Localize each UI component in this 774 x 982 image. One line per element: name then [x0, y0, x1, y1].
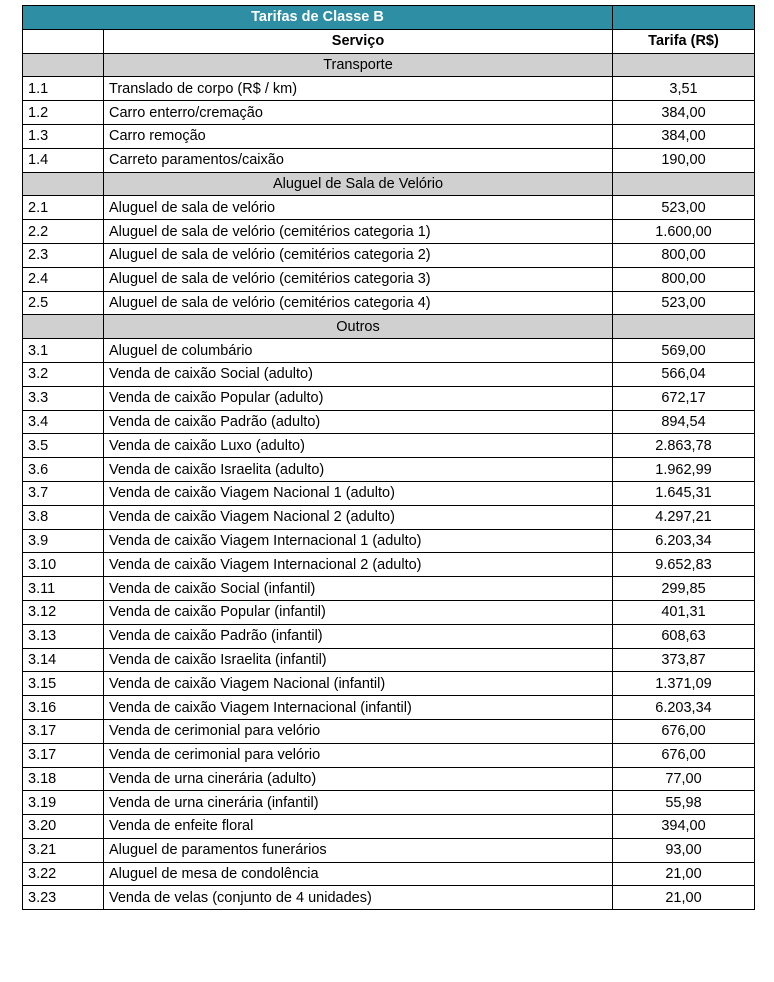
service-name: Venda de caixão Viagem Nacional 1 (adulto) — [104, 481, 613, 505]
tariff-value: 523,00 — [613, 196, 755, 220]
item-code: 2.2 — [23, 220, 104, 244]
tariff-value: 21,00 — [613, 862, 755, 886]
header-tariff: Tarifa (R$) — [613, 29, 755, 53]
service-name: Carro enterro/cremação — [104, 101, 613, 125]
service-name: Aluguel de sala de velório — [104, 196, 613, 220]
item-code: 3.14 — [23, 648, 104, 672]
item-code: 3.5 — [23, 434, 104, 458]
tariff-value: 384,00 — [613, 124, 755, 148]
table-row — [23, 362, 755, 386]
item-code: 2.3 — [23, 243, 104, 267]
service-name: Venda de caixão Israelita (adulto) — [104, 458, 613, 482]
service-name: Translado de corpo (R$ / km) — [104, 77, 613, 101]
section-title: Aluguel de Sala de Velório — [104, 172, 613, 196]
table-row — [23, 101, 755, 125]
service-name: Venda de caixão Luxo (adulto) — [104, 434, 613, 458]
tariff-value: 800,00 — [613, 243, 755, 267]
tariff-value: 676,00 — [613, 743, 755, 767]
table-row — [23, 410, 755, 434]
tariff-value: 894,54 — [613, 410, 755, 434]
item-code: 3.7 — [23, 481, 104, 505]
service-name: Aluguel de sala de velório (cemitérios categoria 2) — [104, 243, 613, 267]
table-row — [23, 815, 755, 839]
tariff-value: 9.652,83 — [613, 553, 755, 577]
item-code: 3.9 — [23, 529, 104, 553]
tariff-value: 401,31 — [613, 600, 755, 624]
table-row — [23, 220, 755, 244]
tariff-value: 55,98 — [613, 791, 755, 815]
tariff-value: 676,00 — [613, 719, 755, 743]
table-row — [23, 624, 755, 648]
item-code: 3.23 — [23, 886, 104, 910]
table-row — [23, 124, 755, 148]
tariff-table — [22, 5, 755, 910]
table-row — [23, 243, 755, 267]
tariff-value: 608,63 — [613, 624, 755, 648]
service-name: Aluguel de sala de velório (cemitérios categoria 4) — [104, 291, 613, 315]
item-code: 1.3 — [23, 124, 104, 148]
header-service: Serviço — [104, 29, 613, 53]
table-row — [23, 862, 755, 886]
tariff-value: 4.297,21 — [613, 505, 755, 529]
table-row — [23, 648, 755, 672]
tariff-value: 21,00 — [613, 886, 755, 910]
service-name: Aluguel de sala de velório (cemitérios categoria 1) — [104, 220, 613, 244]
table-row — [23, 481, 755, 505]
service-name: Carreto paramentos/caixão — [104, 148, 613, 172]
tariff-value: 373,87 — [613, 648, 755, 672]
table-row — [23, 672, 755, 696]
service-name: Venda de caixão Viagem Internacional (infantil) — [104, 696, 613, 720]
section-tail-cell — [613, 53, 755, 77]
table-row — [23, 696, 755, 720]
item-code: 3.10 — [23, 553, 104, 577]
table-row — [23, 148, 755, 172]
item-code: 3.17 — [23, 743, 104, 767]
tariff-value: 6.203,34 — [613, 696, 755, 720]
service-name: Aluguel de paramentos funerários — [104, 838, 613, 862]
table-row — [23, 339, 755, 363]
table-row — [23, 743, 755, 767]
service-name: Venda de urna cinerária (adulto) — [104, 767, 613, 791]
item-code: 3.20 — [23, 815, 104, 839]
tariff-value: 394,00 — [613, 815, 755, 839]
service-name: Venda de cerimonial para velório — [104, 743, 613, 767]
tariff-value: 77,00 — [613, 767, 755, 791]
table-row — [23, 77, 755, 101]
table-row — [23, 553, 755, 577]
service-name: Venda de caixão Social (infantil) — [104, 577, 613, 601]
tariff-value: 6.203,34 — [613, 529, 755, 553]
item-code: 3.19 — [23, 791, 104, 815]
table-title: Tarifas de Classe B — [23, 6, 613, 30]
service-name: Venda de caixão Israelita (infantil) — [104, 648, 613, 672]
service-name: Venda de velas (conjunto de 4 unidades) — [104, 886, 613, 910]
service-name: Venda de caixão Padrão (adulto) — [104, 410, 613, 434]
service-name: Venda de caixão Popular (infantil) — [104, 600, 613, 624]
service-name: Venda de enfeite floral — [104, 815, 613, 839]
table-row — [23, 577, 755, 601]
header-code-cell — [23, 29, 104, 53]
tariff-value: 1.645,31 — [613, 481, 755, 505]
service-name: Venda de cerimonial para velório — [104, 719, 613, 743]
tariff-value: 2.863,78 — [613, 434, 755, 458]
section-tail-cell — [613, 172, 755, 196]
table-row — [23, 196, 755, 220]
tariff-value: 566,04 — [613, 362, 755, 386]
item-code: 3.8 — [23, 505, 104, 529]
item-code: 3.16 — [23, 696, 104, 720]
item-code: 2.4 — [23, 267, 104, 291]
table-row — [23, 458, 755, 482]
service-name: Venda de caixão Viagem Internacional 2 (adulto) — [104, 553, 613, 577]
tariff-value: 672,17 — [613, 386, 755, 410]
item-code: 1.2 — [23, 101, 104, 125]
service-name: Aluguel de sala de velório (cemitérios categoria 3) — [104, 267, 613, 291]
item-code: 3.18 — [23, 767, 104, 791]
item-code: 3.15 — [23, 672, 104, 696]
section-row — [23, 315, 755, 339]
tariff-value: 190,00 — [613, 148, 755, 172]
table-row — [23, 886, 755, 910]
section-code-cell — [23, 53, 104, 77]
tariff-value: 384,00 — [613, 101, 755, 125]
item-code: 3.6 — [23, 458, 104, 482]
table-row — [23, 767, 755, 791]
table-row — [23, 267, 755, 291]
item-code: 3.13 — [23, 624, 104, 648]
item-code: 3.12 — [23, 600, 104, 624]
title-tail-cell — [613, 6, 755, 30]
service-name: Venda de caixão Viagem Nacional 2 (adulto) — [104, 505, 613, 529]
item-code: 3.2 — [23, 362, 104, 386]
item-code: 2.1 — [23, 196, 104, 220]
tariff-value: 93,00 — [613, 838, 755, 862]
section-code-cell — [23, 315, 104, 339]
item-code: 3.3 — [23, 386, 104, 410]
item-code: 3.22 — [23, 862, 104, 886]
service-name: Carro remoção — [104, 124, 613, 148]
tariff-value: 3,51 — [613, 77, 755, 101]
table-row — [23, 434, 755, 458]
item-code: 3.1 — [23, 339, 104, 363]
tariff-value: 800,00 — [613, 267, 755, 291]
tariff-value: 299,85 — [613, 577, 755, 601]
service-name: Venda de caixão Viagem Nacional (infantil) — [104, 672, 613, 696]
table-row — [23, 505, 755, 529]
tariff-table-body — [23, 6, 755, 910]
item-code: 3.17 — [23, 719, 104, 743]
tariff-value: 569,00 — [613, 339, 755, 363]
service-name: Venda de caixão Social (adulto) — [104, 362, 613, 386]
service-name: Aluguel de columbário — [104, 339, 613, 363]
table-row — [23, 838, 755, 862]
item-code: 2.5 — [23, 291, 104, 315]
section-title: Transporte — [104, 53, 613, 77]
table-row — [23, 386, 755, 410]
tariff-value: 1.600,00 — [613, 220, 755, 244]
item-code: 3.21 — [23, 838, 104, 862]
service-name: Aluguel de mesa de condolência — [104, 862, 613, 886]
table-row — [23, 529, 755, 553]
item-code: 3.11 — [23, 577, 104, 601]
service-name: Venda de caixão Viagem Internacional 1 (adulto) — [104, 529, 613, 553]
table-row — [23, 291, 755, 315]
section-row — [23, 172, 755, 196]
table-row — [23, 600, 755, 624]
service-name: Venda de urna cinerária (infantil) — [104, 791, 613, 815]
tariff-value: 523,00 — [613, 291, 755, 315]
item-code: 1.1 — [23, 77, 104, 101]
tariff-value: 1.371,09 — [613, 672, 755, 696]
section-tail-cell — [613, 315, 755, 339]
item-code: 1.4 — [23, 148, 104, 172]
item-code: 3.4 — [23, 410, 104, 434]
table-row — [23, 791, 755, 815]
service-name: Venda de caixão Popular (adulto) — [104, 386, 613, 410]
section-code-cell — [23, 172, 104, 196]
title-row — [23, 6, 755, 30]
table-row — [23, 719, 755, 743]
section-title: Outros — [104, 315, 613, 339]
service-name: Venda de caixão Padrão (infantil) — [104, 624, 613, 648]
header-row — [23, 29, 755, 53]
section-row — [23, 53, 755, 77]
tariff-value: 1.962,99 — [613, 458, 755, 482]
